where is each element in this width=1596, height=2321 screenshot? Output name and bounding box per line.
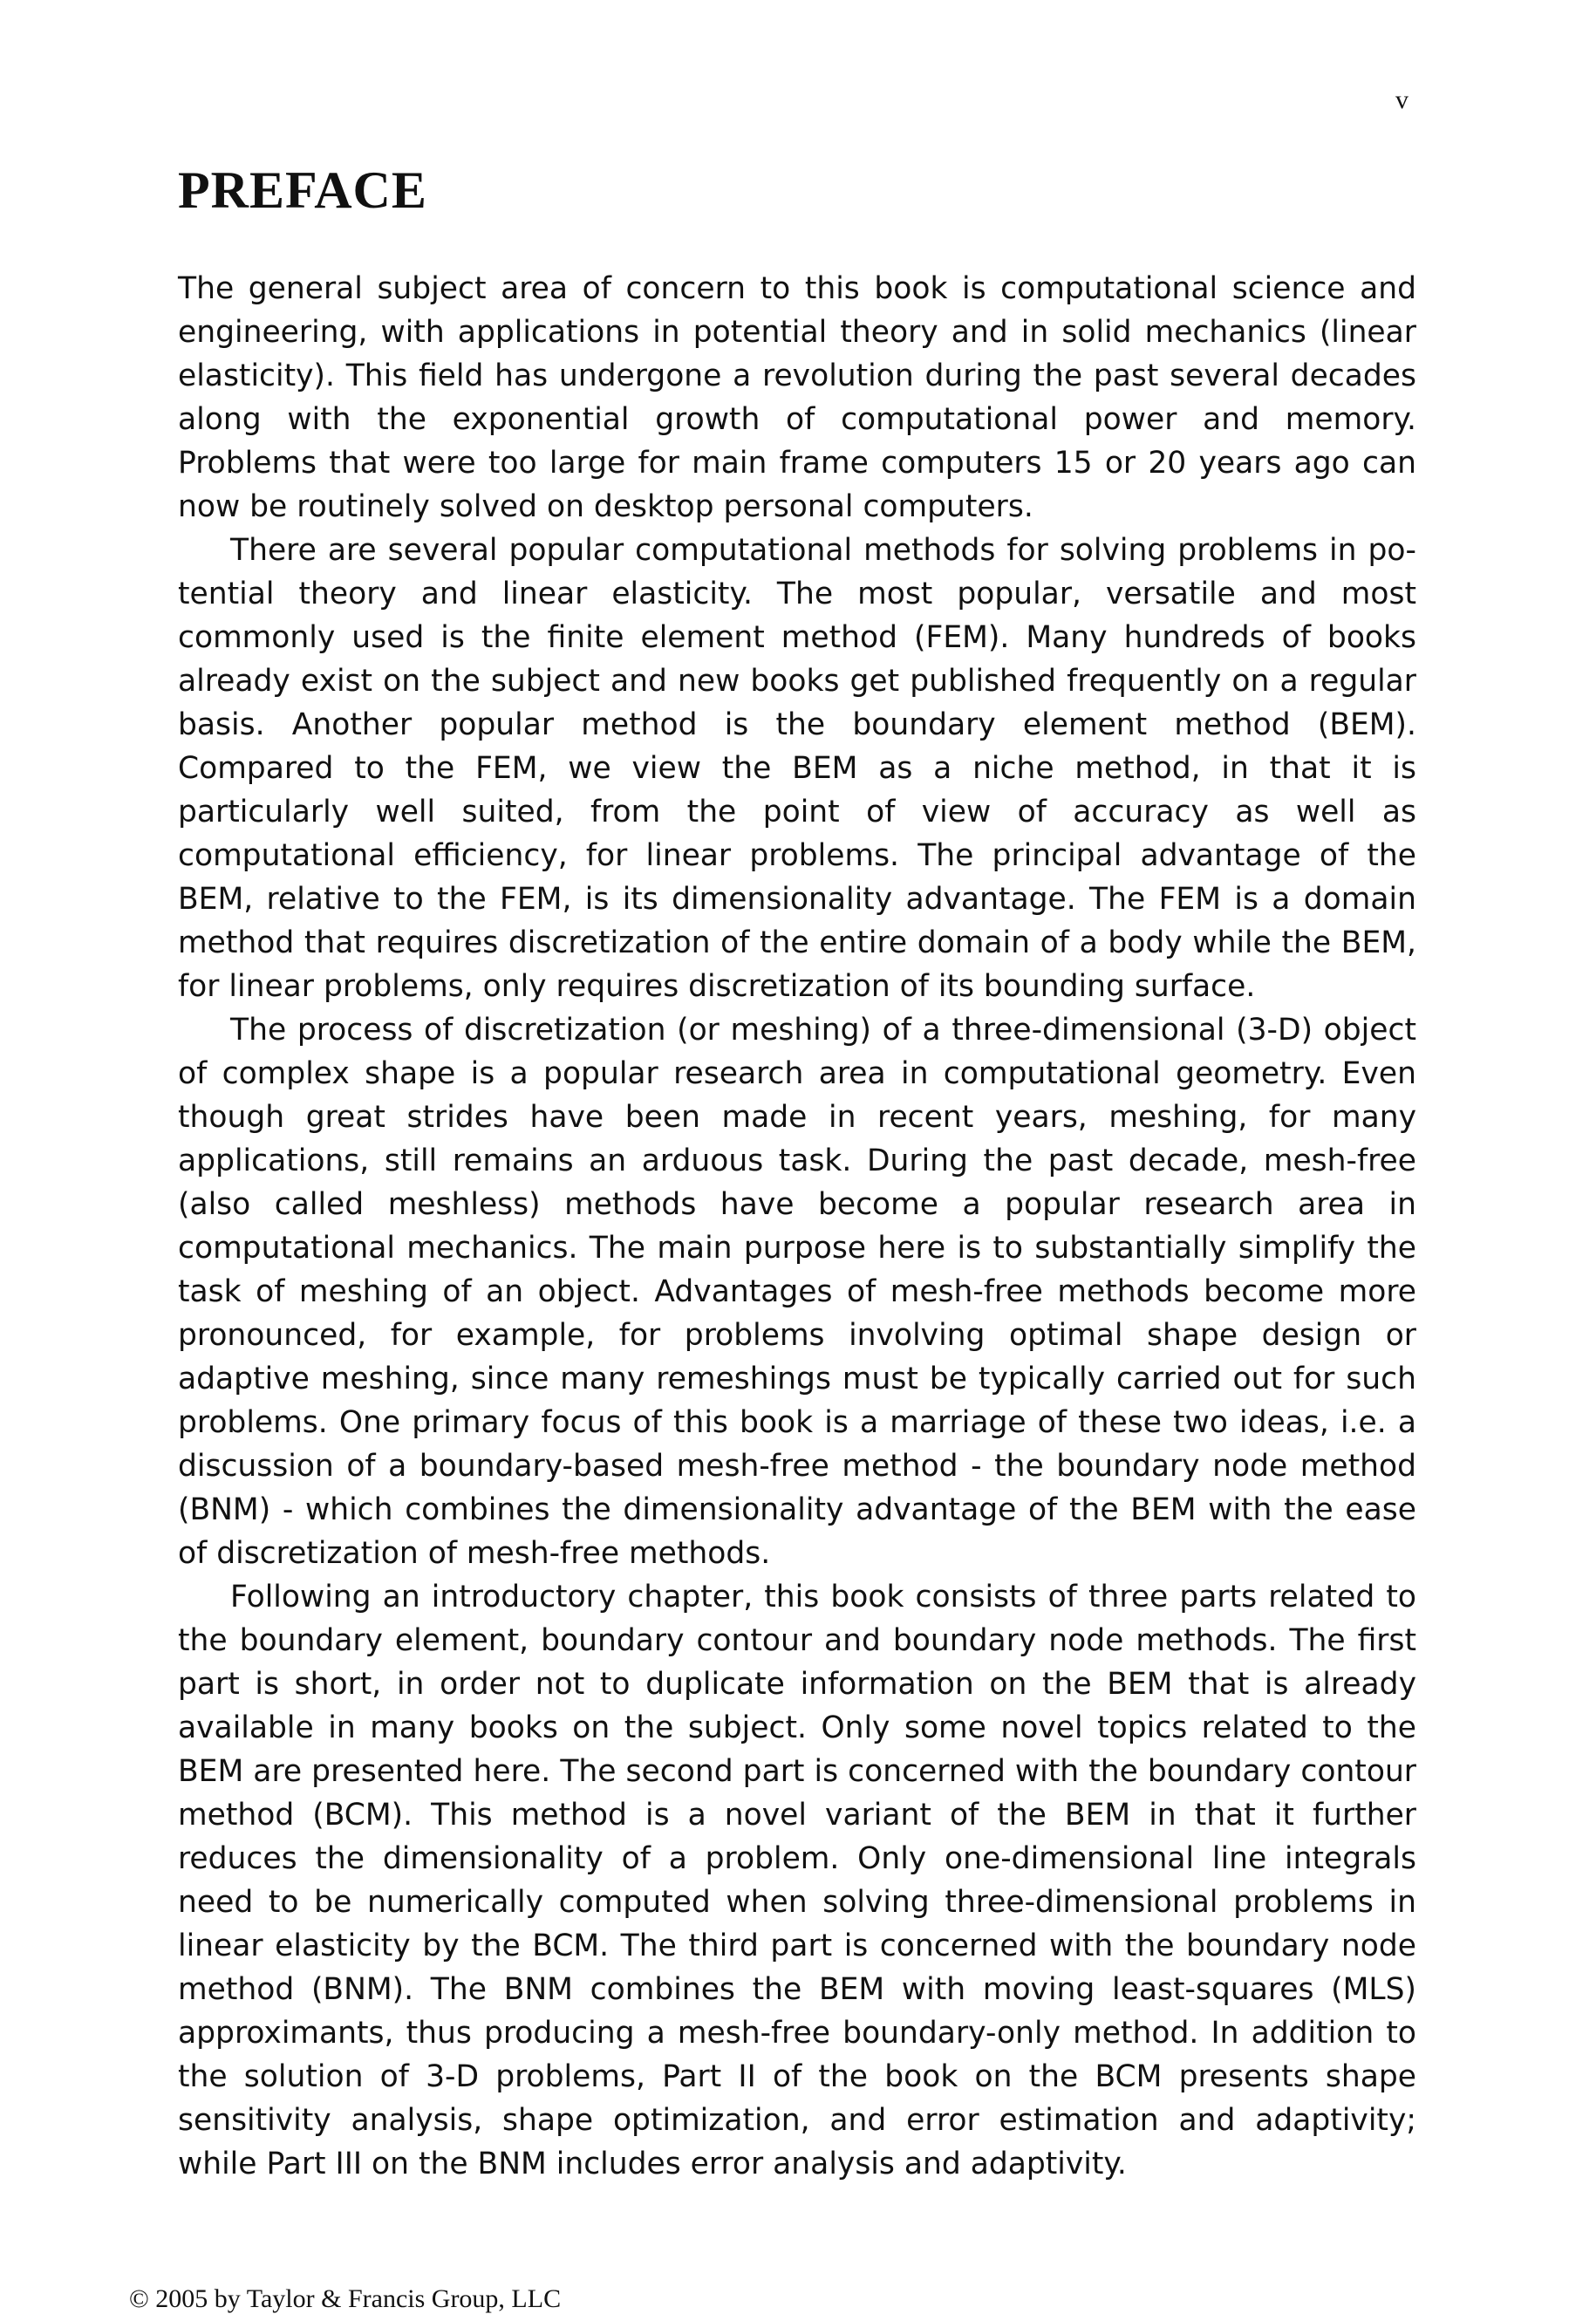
preface-body — [178, 267, 1416, 2186]
page-number: v — [1395, 85, 1408, 114]
paragraph-intro: The general subject area of concern to this book is computational science and engineering, with applications in potential theory and in solid mechanics (linear elasticity). This field has undergone a revolution during the past several decades along with the exponential growth of computational power and memory. Problems that were too large for main frame computers 15 or 20 years ago can now be routinely solved on desktop personal computers. — [178, 271, 1416, 524]
paragraph-book-structure: Following an introductory chapter, this book consists of three parts related to the boundary element, boundary contour and boundary node methods. The first part is short, in order not to duplicate information on the BEM that is already available in many books on the subject. Only some novel topics related to the BEM are presented here. The second part is concerned with the boundary contour method (BCM). This method is a novel variant of the BEM in that it further reduces the dimensionality of a problem. Only one-dimensional line integrals need to be numerically computed when solving three-dimensional problems in linear elasticity by the BCM. The third part is concerned with the boundary node method (BNM). The BNM combines the BEM with moving least-squares (MLS) approximants, thus producing a mesh-free boundary-only method. In addition to the solution of 3-D problems, Part II of the book on the BCM presents shape sensitivity analysis, shape optimization, and error estimation and adaptivity; while Part III on the BNM includes error analysis and adaptivity. — [178, 1580, 1416, 2181]
page-title: PREFACE — [178, 161, 427, 219]
paragraph-methods: There are several popular computational methods for solving problems in potential theory and linear elasticity. The most popular, versatile and most commonly used is the finite element method (FEM). Many hundreds of books already exist on the subject and new books get published frequently on a regular basis. Another popular method is the boundary element method (BEM). Compared to the FEM, we view the BEM as a niche method, in that it is particularly well suited, from the point of view of accuracy as well as computational efficiency, for linear problems. The principal advantage of the BEM, relative to the FEM, is its dimensionality advantage. The FEM is a domain method that requires discretization of the entire domain of a body while the BEM, for linear problems, only requires discretization of its bounding surface. — [178, 533, 1416, 1004]
paragraph-meshing: The process of discretization (or meshing) of a three-dimensional (3-D) object of complex shape is a popular research area in computational geometry. Even though great strides have been made in recent years, meshing, for many applications, still remains an arduous task. During the past decade, mesh-free (also called meshless) methods have become a popular research area in computational mechanics. The main purpose here is to substantially simplify the task of meshing of an object. Advantages of mesh-free methods become more pronounced, for example, for problems involving optimal shape design or adaptive meshing, since many remeshings must be typically carried out for such problems. One primary focus of this book is a marriage of these two ideas, i.e. a discussion of a boundary-based mesh-free method - the boundary node method (BNM) - which combines the dimensionality advantage of the BEM with the ease of discretization of mesh-free methods. — [178, 1013, 1416, 1571]
copyright-footer: © 2005 by Taylor & Francis Group, LLC — [129, 2284, 562, 2313]
